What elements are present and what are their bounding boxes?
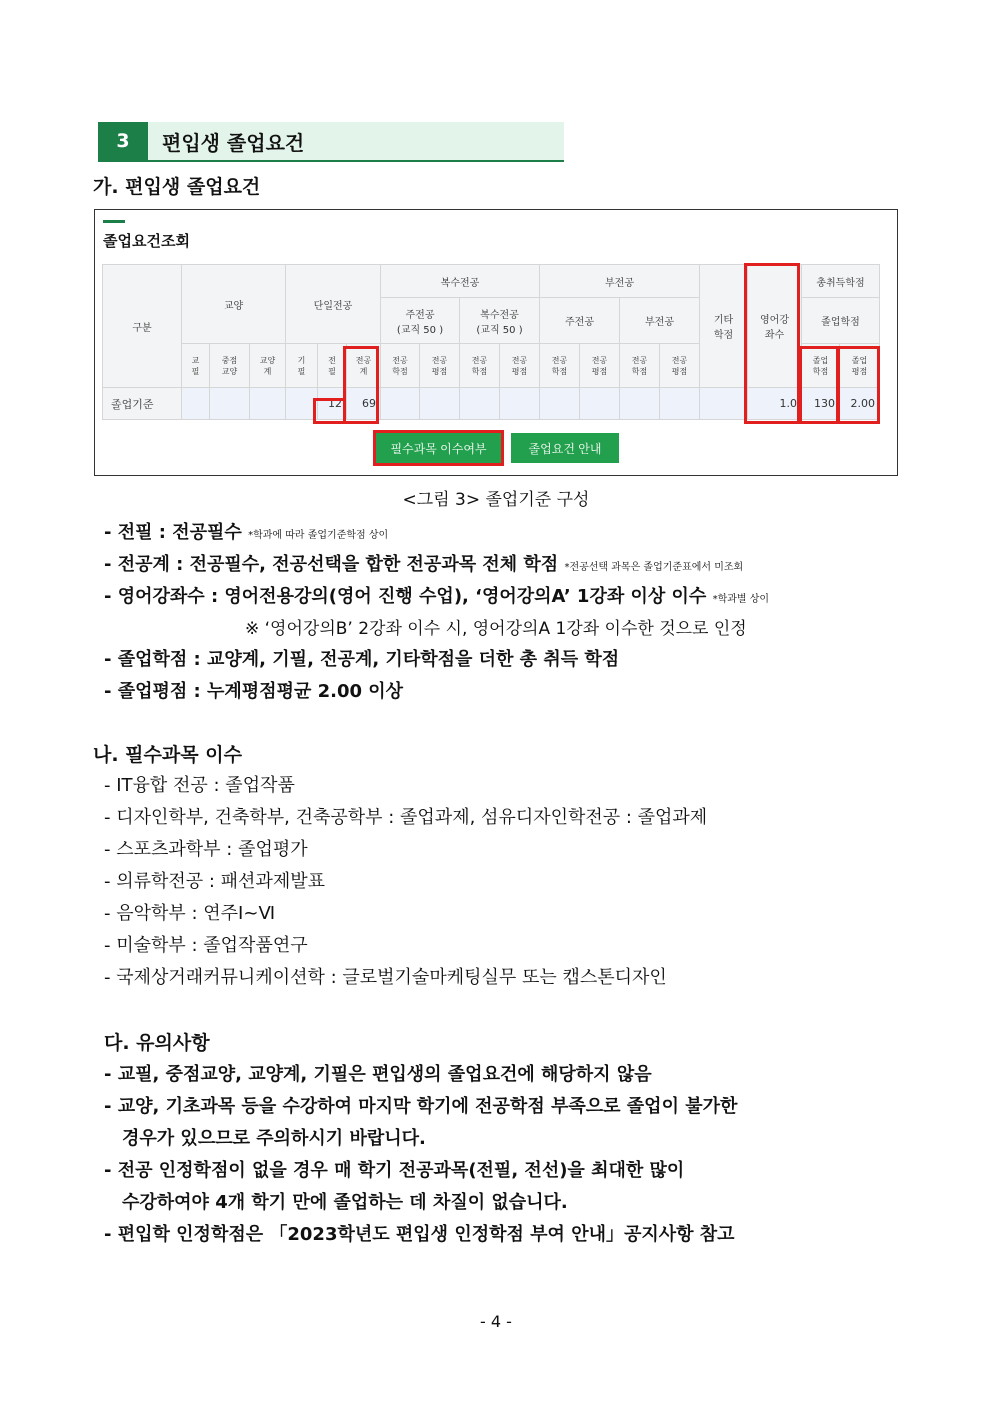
row-label: 졸업기준: [103, 388, 182, 420]
list-item: 수강하여야 4개 학기 만에 졸업하는 데 차질이 없습니다.: [122, 1192, 568, 1213]
header-jujeon-bujeon: 주전공: [540, 298, 620, 344]
table-row: [103, 388, 880, 420]
cell-grad-credit: 130: [802, 388, 840, 420]
list-item: - 국제상거래커뮤니케이션학 : 글로벌기술마케팅실무 또는 캡스톤디자인: [104, 967, 667, 988]
list-item: - 전공 인정학점이 없을 경우 매 학기 전공과목(전필, 전선)을 최대한 많이: [104, 1160, 685, 1181]
sub-header: 전공 학점: [381, 344, 420, 388]
heading-ga: 가. 편입생 졸업요건: [93, 176, 261, 198]
sub-header: 전공 평점: [660, 344, 700, 388]
bullet-jeongonggye: - 전공계 : 전공필수, 전공선택을 합한 전공과목 전체 학점 *전공선택 과목은 졸업기준표에서 미조회: [104, 554, 744, 575]
header-english: 영어강 좌수: [748, 265, 802, 388]
list-item: - 의류학전공 : 패션과제발표: [104, 871, 325, 892]
list-item: - 미술학부 : 졸업작품연구: [104, 935, 308, 956]
list-item: - 디자인학부, 건축학부, 건축공학부 : 졸업과제, 섬유디자인학전공 : 졸업과제: [104, 807, 708, 828]
screen-title: 졸업요건조회: [103, 232, 190, 250]
sub-header: 졸업 평점: [840, 344, 880, 388]
list-item: - 음악학부 : 연주Ⅰ~Ⅵ: [104, 903, 276, 924]
cell-english: 1.0: [748, 388, 802, 420]
graduation-guide-button[interactable]: 졸업요건 안내: [511, 433, 619, 463]
sub-header: 전공 평점: [500, 344, 540, 388]
sub-header: 중점 교양: [210, 344, 250, 388]
bullet-grad-credit: - 졸업학점 : 교양계, 기필, 전공계, 기타학점을 더한 총 취득 학점: [104, 649, 620, 670]
header-gita: 기타 학점: [700, 265, 748, 388]
heading-da: 다. 유의사항: [104, 1032, 210, 1054]
header-boksu-boksu: 복수전공 (교직 50 ): [460, 298, 540, 344]
figure-caption: <그림 3> 졸업기준 구성: [402, 490, 590, 510]
requirements-table: [102, 264, 880, 420]
sub-header: 교 필: [182, 344, 210, 388]
list-item: - 교필, 중점교양, 교양계, 기필은 편입생의 졸업요건에 해당하지 않음: [104, 1064, 652, 1085]
bullet-jeonpil: - 전필 : 전공필수 *학과에 따라 졸업기준학점 상이: [104, 522, 389, 543]
screenshot-frame: [94, 209, 898, 476]
header-total: 총취득학점: [802, 265, 880, 298]
list-item: - 편입학 인정학점은 「2023학년도 편입생 인정학점 부여 안내」공지사항 참고: [104, 1224, 735, 1245]
header-boksu: 복수전공: [381, 265, 540, 298]
bullet-english: - 영어강좌수 : 영어전용강의(영어 진행 수업), ‘영어강의A’ 1강좌 이상 이수 *학과별 상이: [104, 586, 770, 607]
page-number: - 4 -: [480, 1312, 512, 1331]
list-item: - IT융합 전공 : 졸업작품: [104, 775, 295, 796]
cell-jeonpil: 12: [318, 388, 347, 420]
header-danil: 단일전공: [286, 265, 381, 344]
english-note: ※ ‘영어강의B’ 2강좌 이수 시, 영어강의A 1강좌 이수한 것으로 인정: [245, 619, 747, 639]
list-item: - 교양, 기초과목 등을 수강하여 마지막 학기에 전공학점 부족으로 졸업이 불가한: [104, 1096, 738, 1117]
sub-header: 전공 학점: [540, 344, 580, 388]
list-item: 경우가 있으므로 주의하시기 바랍니다.: [122, 1128, 426, 1149]
header-jujeon-boksu: 주전공 (교직 50 ): [381, 298, 460, 344]
section-title: 편입생 졸업요건: [162, 130, 305, 155]
list-item: - 스포츠과학부 : 졸업평가: [104, 839, 308, 860]
sub-header: 전 필: [318, 344, 347, 388]
sub-header: 전공 학점: [620, 344, 660, 388]
sub-header: 기 필: [286, 344, 318, 388]
sub-header: 전공 계: [347, 344, 381, 388]
sub-header: 졸업 학점: [802, 344, 840, 388]
title-accent: [103, 220, 125, 223]
sub-header: 전공 평점: [420, 344, 460, 388]
sub-header: 전공 학점: [460, 344, 500, 388]
header-gyoyang: 교양: [182, 265, 286, 344]
sub-header: 교양 계: [250, 344, 286, 388]
required-courses-button[interactable]: 필수과목 이수여부: [376, 433, 501, 463]
cell-jeongonggye: 69: [347, 388, 381, 420]
section-number: 3: [98, 122, 148, 160]
sub-header: 전공 평점: [580, 344, 620, 388]
cell-grad-gpa: 2.00: [840, 388, 880, 420]
header-gubun: 구분: [103, 265, 182, 388]
heading-na: 나. 필수과목 이수: [93, 744, 242, 766]
header-bujeon: 부전공: [540, 265, 700, 298]
bullet-grad-gpa: - 졸업평점 : 누계평점평균 2.00 이상: [104, 681, 404, 702]
section-header: [98, 122, 564, 162]
header-bujeon-bujeon: 부전공: [620, 298, 700, 344]
header-grad-credit: 졸업학점: [802, 298, 880, 344]
